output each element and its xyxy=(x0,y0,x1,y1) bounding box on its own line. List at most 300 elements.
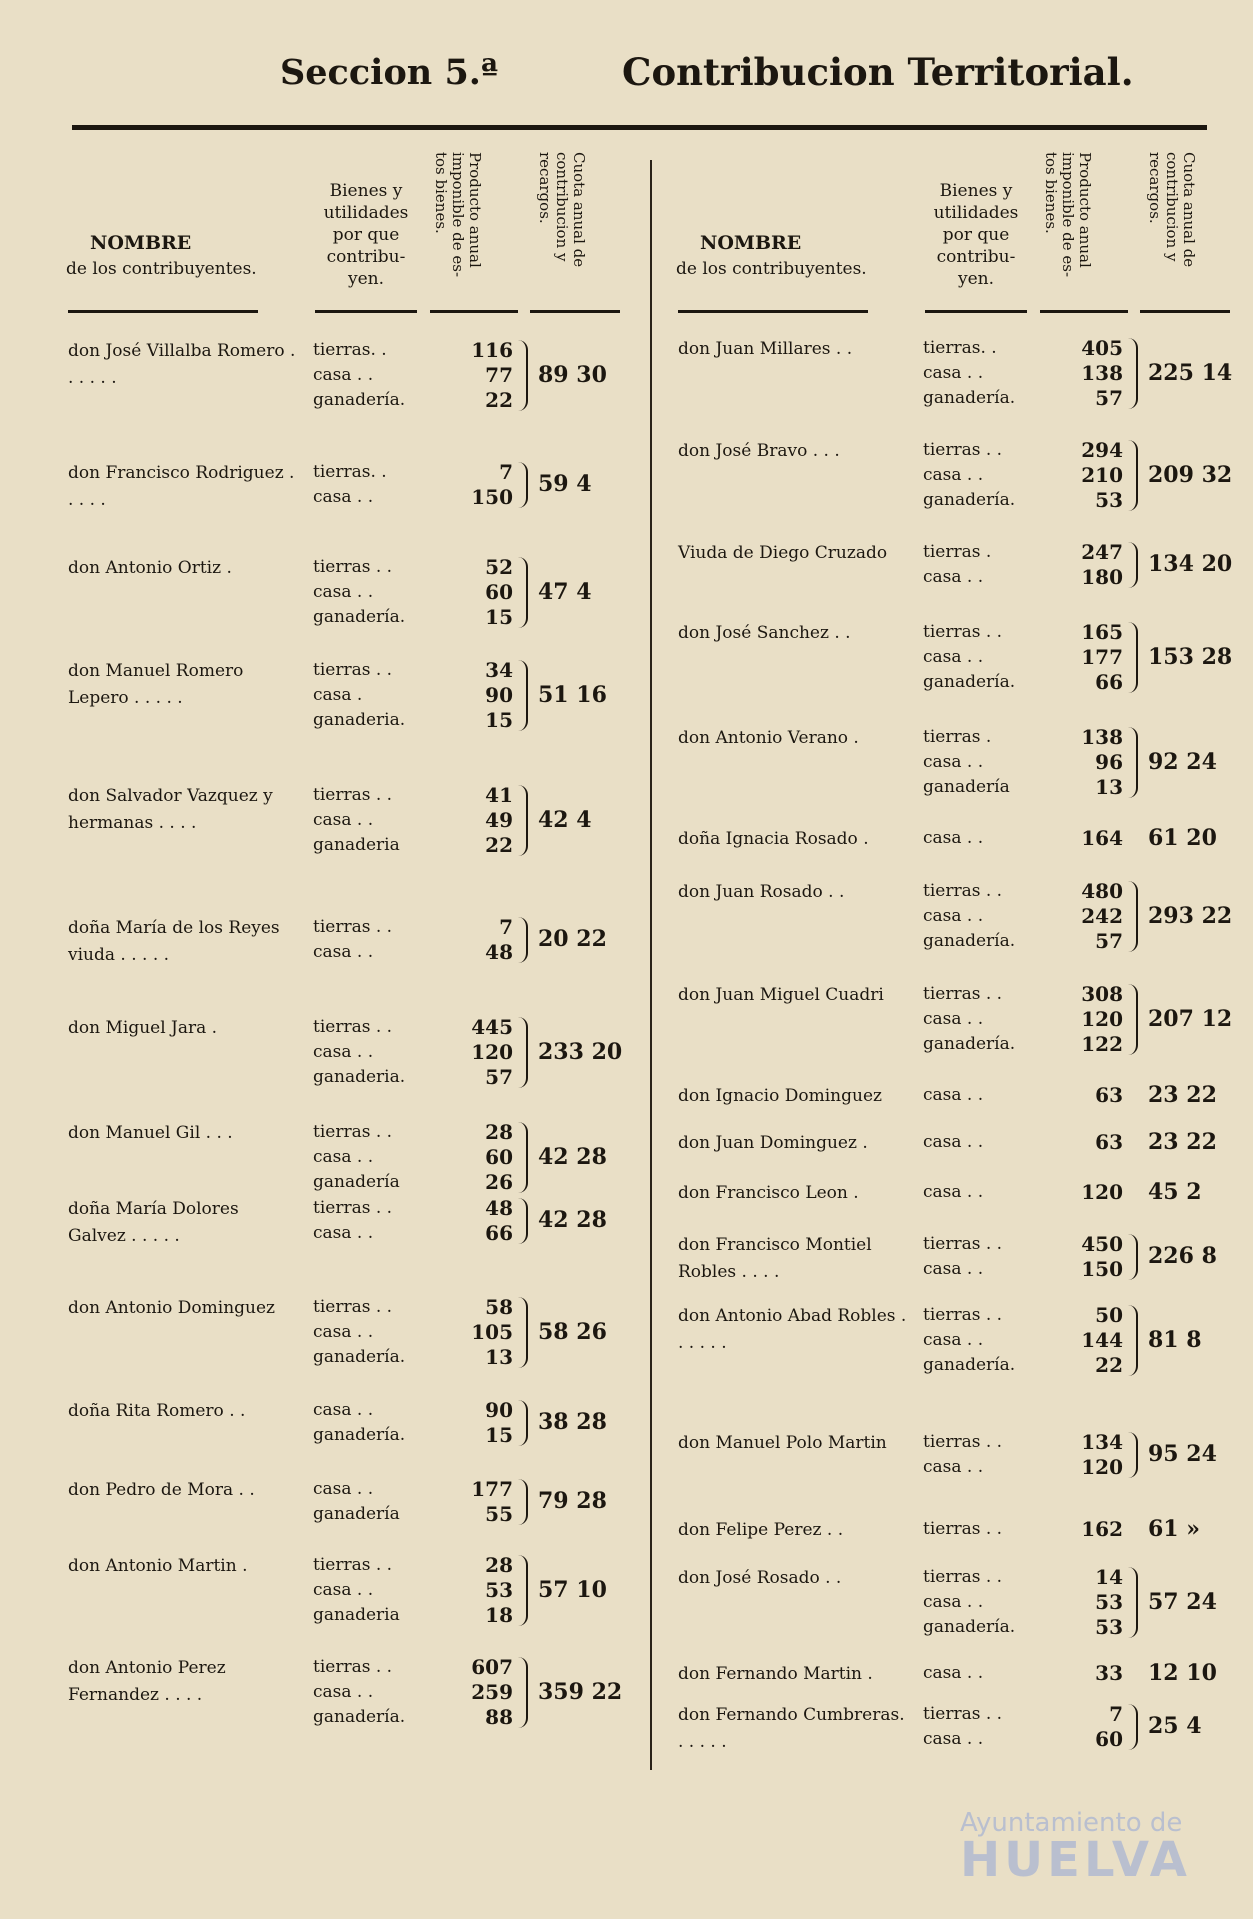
ledger-entry xyxy=(678,879,1238,964)
product-value: 28 xyxy=(485,1120,513,1144)
grouping-brace xyxy=(518,1479,528,1525)
product-value: 116 xyxy=(471,338,513,362)
property-types xyxy=(313,460,387,510)
grouping-brace xyxy=(1128,338,1138,409)
ledger-entry xyxy=(678,1430,1238,1490)
property-type: ganadería. xyxy=(313,1707,406,1727)
property-types xyxy=(923,879,1015,954)
product-value: 607 xyxy=(471,1655,513,1679)
header-nombre-sub: de los contribuyentes. xyxy=(676,259,867,279)
product-value: 48 xyxy=(485,1196,513,1220)
contributor-name: don Antonio Verano . xyxy=(678,728,859,748)
product-value: 7 xyxy=(1109,1702,1123,1726)
product-values xyxy=(423,1120,513,1195)
product-value: 177 xyxy=(471,1477,513,1501)
property-type: casa . . xyxy=(923,752,984,772)
annual-quota: 59 4 xyxy=(538,471,592,497)
contributor-name: don Juan Dominguez . xyxy=(678,1133,868,1153)
property-type: ganadería xyxy=(313,1172,400,1192)
annual-quota: 51 16 xyxy=(538,681,607,708)
product-value: 63 xyxy=(1095,1083,1123,1107)
property-type: casa . . xyxy=(923,1457,984,1477)
header-underline xyxy=(1140,310,1230,313)
product-value: 15 xyxy=(485,1423,513,1447)
header-cuota: Cuota anual de contribucion y recargos. xyxy=(536,152,588,268)
annual-quota: 92 24 xyxy=(1148,748,1217,775)
grouping-brace xyxy=(1128,881,1138,952)
grouping-brace xyxy=(518,917,528,963)
product-value: 105 xyxy=(471,1320,513,1344)
property-type: tierras . xyxy=(923,727,992,747)
contributor-name: don Fernando Martin . xyxy=(678,1664,873,1684)
contributor-name: don Francisco Leon . xyxy=(678,1183,859,1203)
property-types xyxy=(923,620,1015,695)
product-values xyxy=(1033,1303,1123,1378)
product-values xyxy=(1033,540,1123,590)
property-types xyxy=(923,1565,1015,1640)
property-types xyxy=(923,438,1015,513)
product-values xyxy=(423,460,513,510)
contributor-name: don Antonio Abad Robles . . . . . . xyxy=(678,1306,907,1353)
property-type: ganadería. xyxy=(313,390,406,410)
property-type: casa . . xyxy=(923,1085,984,1105)
product-values xyxy=(423,915,513,965)
product-value: 22 xyxy=(485,388,513,412)
grouping-brace xyxy=(1128,727,1138,798)
product-value: 57 xyxy=(1095,929,1123,953)
property-type: tierras . . xyxy=(313,1297,393,1317)
product-values xyxy=(423,1655,513,1730)
header-producto: Producto anual imponible de es- tos bienes. xyxy=(432,152,484,278)
product-value: 445 xyxy=(471,1015,513,1039)
grouping-brace xyxy=(1128,440,1138,511)
watermark-line1: Ayuntamiento de xyxy=(960,1808,1183,1838)
property-types xyxy=(923,982,1015,1057)
grouping-brace xyxy=(518,1297,528,1368)
product-value: 150 xyxy=(471,485,513,509)
product-values xyxy=(1033,1130,1123,1155)
product-values xyxy=(1033,1702,1123,1752)
property-type: tierras . . xyxy=(313,785,393,805)
ledger-entry xyxy=(68,1015,628,1100)
product-value: 177 xyxy=(1081,645,1123,669)
header-nombre-sub: de los contribuyentes. xyxy=(66,259,257,279)
product-value: 294 xyxy=(1081,438,1123,462)
property-type: casa . . xyxy=(923,363,984,383)
header-underline xyxy=(925,310,1027,313)
ledger-entry xyxy=(68,338,628,423)
product-value: 66 xyxy=(485,1221,513,1245)
product-value: 60 xyxy=(485,580,513,604)
header-underline xyxy=(1040,310,1128,313)
grouping-brace xyxy=(1128,1305,1138,1376)
property-type: ganadería. xyxy=(923,1355,1016,1375)
product-values xyxy=(423,1295,513,1370)
property-type: tierras. . xyxy=(923,338,997,358)
contributor-name: don Pedro de Mora . . xyxy=(68,1480,255,1500)
grouping-brace xyxy=(518,1657,528,1728)
product-value: 13 xyxy=(485,1345,513,1369)
property-type: casa . . xyxy=(313,810,374,830)
ledger-entry xyxy=(68,1196,628,1256)
property-type: tierras . . xyxy=(313,917,393,937)
contributor-name: doña Ignacia Rosado . xyxy=(678,829,869,849)
property-type: casa . . xyxy=(313,1682,374,1702)
grouping-brace xyxy=(1128,984,1138,1055)
annual-quota: 293 22 xyxy=(1148,902,1233,929)
ledger-entry xyxy=(68,460,628,520)
property-type: tierras . . xyxy=(923,1305,1003,1325)
contributor-name: don Francisco Montiel Robles . . . . xyxy=(678,1235,872,1282)
annual-quota: 23 22 xyxy=(1148,1128,1217,1155)
ledger-entry xyxy=(68,555,628,640)
property-type: tierras . . xyxy=(923,1234,1003,1254)
contributor-name: don Felipe Perez . . xyxy=(678,1520,844,1540)
ledger-entry xyxy=(678,1232,1238,1292)
property-type: tierras . . xyxy=(313,660,393,680)
property-type: casa . . xyxy=(313,1223,374,1243)
product-value: 52 xyxy=(485,555,513,579)
product-value: 53 xyxy=(1095,1590,1123,1614)
property-types xyxy=(923,1430,1002,1480)
contributor-name: don José Bravo . . . xyxy=(678,441,840,461)
grouping-brace xyxy=(518,1198,528,1244)
contributor-name: doña María Dolores Galvez . . . . . xyxy=(68,1199,239,1246)
product-value: 88 xyxy=(485,1705,513,1729)
product-value: 7 xyxy=(499,460,513,484)
product-value: 450 xyxy=(1081,1232,1123,1256)
annual-quota: 42 28 xyxy=(538,1207,607,1233)
property-type: tierras . . xyxy=(313,1198,393,1218)
property-type: casa . . xyxy=(923,1592,984,1612)
product-value: 14 xyxy=(1095,1565,1123,1589)
annual-quota: 153 28 xyxy=(1148,643,1233,670)
property-types xyxy=(313,1120,400,1195)
product-values xyxy=(1033,1083,1123,1108)
property-type: tierras . . xyxy=(923,1519,1003,1539)
property-type: ganadería. xyxy=(923,1617,1016,1637)
property-type: casa . . xyxy=(923,647,984,667)
property-type: tierras . . xyxy=(923,1704,1003,1724)
grouping-brace xyxy=(1128,1432,1138,1478)
property-type: casa . . xyxy=(923,1663,984,1683)
annual-quota: 23 22 xyxy=(1148,1081,1217,1108)
property-type: tierras . . xyxy=(923,622,1003,642)
property-types xyxy=(313,555,405,630)
product-value: 480 xyxy=(1081,879,1123,903)
product-value: 162 xyxy=(1081,1517,1123,1541)
header-bienes: Bienes y utilidades por que contribu- yen. xyxy=(323,181,409,289)
product-value: 41 xyxy=(485,783,513,807)
property-type: ganaderia. xyxy=(313,710,406,730)
product-value: 90 xyxy=(485,1398,513,1422)
property-type: casa . . xyxy=(313,1580,374,1600)
grouping-brace xyxy=(1128,1704,1138,1750)
product-value: 60 xyxy=(1095,1727,1123,1751)
property-type: casa . . xyxy=(313,487,374,507)
annual-quota: 225 14 xyxy=(1148,359,1233,386)
product-values xyxy=(423,1398,513,1448)
annual-quota: 38 28 xyxy=(538,1409,607,1435)
annual-quota: 20 22 xyxy=(538,926,607,952)
grouping-brace xyxy=(518,557,528,628)
annual-quota: 45 2 xyxy=(1148,1178,1202,1205)
product-value: 50 xyxy=(1095,1303,1123,1327)
product-value: 57 xyxy=(1095,386,1123,410)
product-values xyxy=(1033,879,1123,954)
property-type: ganadería. xyxy=(313,1425,406,1445)
product-value: 210 xyxy=(1081,463,1123,487)
property-type: casa . . xyxy=(923,567,984,587)
property-type: casa . . xyxy=(923,1330,984,1350)
product-value: 53 xyxy=(1095,488,1123,512)
annual-quota: 79 28 xyxy=(538,1488,607,1514)
product-values xyxy=(1033,438,1123,513)
property-type: ganadería. xyxy=(923,672,1016,692)
product-value: 77 xyxy=(485,363,513,387)
property-types xyxy=(313,1015,405,1090)
contributor-name: don Manuel Polo Martin xyxy=(678,1433,887,1453)
property-types xyxy=(923,725,1010,800)
product-value: 53 xyxy=(1095,1615,1123,1639)
property-type: tierras . . xyxy=(313,1122,393,1142)
property-types xyxy=(923,826,983,851)
product-values xyxy=(1033,1232,1123,1282)
property-types xyxy=(313,1196,392,1246)
annual-quota: 61 » xyxy=(1148,1515,1201,1542)
header-underline xyxy=(68,310,258,313)
property-type: tierras . . xyxy=(923,881,1003,901)
product-value: 49 xyxy=(485,808,513,832)
product-values xyxy=(1033,725,1123,800)
ledger-entry xyxy=(68,1477,628,1537)
product-value: 405 xyxy=(1081,336,1123,360)
property-type: casa . . xyxy=(923,906,984,926)
grouping-brace xyxy=(518,462,528,508)
product-value: 48 xyxy=(485,940,513,964)
page-title: Contribucion Territorial. xyxy=(622,50,1134,94)
grouping-brace xyxy=(518,1400,528,1446)
product-values xyxy=(1033,1517,1123,1542)
property-types xyxy=(923,1083,983,1108)
ledger-entry xyxy=(68,1295,628,1380)
property-type: tierras. . xyxy=(313,340,387,360)
header-underline xyxy=(678,310,868,313)
product-values xyxy=(423,338,513,413)
property-type: ganadería xyxy=(923,777,1010,797)
product-value: 120 xyxy=(1081,1007,1123,1031)
header-bienes: Bienes y utilidades por que contribu- yen. xyxy=(933,181,1019,289)
annual-quota: 57 24 xyxy=(1148,1588,1217,1615)
grouping-brace xyxy=(1128,1234,1138,1280)
product-value: 90 xyxy=(485,683,513,707)
contributor-name: Viuda de Diego Cruzado xyxy=(678,543,888,563)
property-type: casa . . xyxy=(313,1147,374,1167)
property-type: casa . . xyxy=(313,1400,374,1420)
contributor-name: don Juan Miguel Cuadri xyxy=(678,985,884,1005)
contributor-name: don Manuel Gil . . . xyxy=(68,1123,233,1143)
ledger-entry xyxy=(678,725,1238,810)
property-type: casa . . xyxy=(923,1132,984,1152)
product-values xyxy=(423,1553,513,1628)
annual-quota: 42 28 xyxy=(538,1143,607,1170)
property-types xyxy=(923,1702,1002,1752)
product-value: 33 xyxy=(1095,1661,1123,1685)
annual-quota: 61 20 xyxy=(1148,824,1217,851)
property-type: casa . . xyxy=(923,828,984,848)
property-type: casa . . xyxy=(313,365,374,385)
header-underline xyxy=(315,310,417,313)
annual-quota: 12 10 xyxy=(1148,1659,1217,1686)
property-type: casa . . xyxy=(923,1182,984,1202)
property-types xyxy=(313,658,405,733)
product-values xyxy=(1033,1430,1123,1480)
product-values xyxy=(1033,620,1123,695)
product-value: 18 xyxy=(485,1603,513,1627)
annual-quota: 207 12 xyxy=(1148,1005,1233,1032)
property-type: ganadería. xyxy=(923,931,1016,951)
product-values xyxy=(1033,826,1123,851)
property-types xyxy=(313,1655,405,1730)
property-type: tierras . . xyxy=(313,1017,393,1037)
header-cuota: Cuota anual de contribucion y recargos. xyxy=(1146,152,1198,268)
annual-quota: 95 24 xyxy=(1148,1441,1217,1467)
annual-quota: 81 8 xyxy=(1148,1326,1202,1353)
section-heading: Seccion 5.ª xyxy=(280,52,499,93)
contributor-name: don Fernando Cumbreras. . . . . . xyxy=(678,1705,905,1752)
product-value: 180 xyxy=(1081,565,1123,589)
property-types xyxy=(923,1303,1015,1378)
property-type: tierras . . xyxy=(313,1657,393,1677)
product-value: 63 xyxy=(1095,1130,1123,1154)
product-value: 122 xyxy=(1081,1032,1123,1056)
property-type: tierras . . xyxy=(313,557,393,577)
property-type: ganadería. xyxy=(313,607,406,627)
product-value: 7 xyxy=(499,915,513,939)
product-value: 120 xyxy=(1081,1455,1123,1479)
header-underline xyxy=(430,310,518,313)
product-value: 58 xyxy=(485,1295,513,1319)
product-value: 120 xyxy=(471,1040,513,1064)
property-types xyxy=(313,1398,405,1448)
contributor-name: doña María de los Reyes viuda . . . . . xyxy=(68,918,280,965)
contributor-name: don José Rosado . . xyxy=(678,1568,842,1588)
property-type: tierras . . xyxy=(923,1567,1003,1587)
ledger-entry xyxy=(678,826,1238,886)
property-type: casa . . xyxy=(923,465,984,485)
property-type: tierras . xyxy=(923,542,992,562)
product-values xyxy=(1033,336,1123,411)
grouping-brace xyxy=(518,1122,528,1193)
property-type: ganadería. xyxy=(923,1034,1016,1054)
ledger-entry xyxy=(68,1120,628,1205)
property-type: casa . . xyxy=(313,942,374,962)
product-value: 66 xyxy=(1095,670,1123,694)
product-value: 138 xyxy=(1081,361,1123,385)
product-values xyxy=(1033,1565,1123,1640)
header-nombre: NOMBRE xyxy=(90,232,192,254)
contributor-name: don Juan Rosado . . xyxy=(678,882,845,902)
property-type: tierras . . xyxy=(923,984,1003,1004)
property-types xyxy=(313,1553,400,1628)
product-value: 57 xyxy=(485,1065,513,1089)
product-value: 22 xyxy=(485,833,513,857)
product-value: 150 xyxy=(1081,1257,1123,1281)
product-values xyxy=(1033,1180,1123,1205)
product-value: 15 xyxy=(485,708,513,732)
property-type: ganadería. xyxy=(923,388,1016,408)
annual-quota: 89 30 xyxy=(538,361,607,388)
property-type: casa . . xyxy=(923,1009,984,1029)
product-values xyxy=(1033,982,1123,1057)
product-value: 26 xyxy=(485,1170,513,1194)
contributor-name: doña Rita Romero . . xyxy=(68,1401,246,1421)
property-type: tierras . . xyxy=(923,440,1003,460)
property-types xyxy=(923,1661,983,1686)
column-separator xyxy=(650,160,652,1770)
product-values xyxy=(423,1477,513,1527)
property-type: ganaderia xyxy=(313,835,400,855)
ledger-entry xyxy=(678,1303,1238,1388)
property-type: casa . . xyxy=(923,1729,984,1749)
ledger-entry xyxy=(678,438,1238,523)
property-type: ganadería. xyxy=(313,1347,406,1367)
annual-quota: 226 8 xyxy=(1148,1243,1217,1269)
title-rule xyxy=(72,125,1207,130)
product-value: 28 xyxy=(485,1553,513,1577)
product-value: 96 xyxy=(1095,750,1123,774)
property-type: tierras . . xyxy=(313,1555,393,1575)
product-values xyxy=(1033,1661,1123,1686)
property-type: casa . . xyxy=(923,1259,984,1279)
property-types xyxy=(313,1477,400,1527)
product-value: 308 xyxy=(1081,982,1123,1006)
product-value: 53 xyxy=(485,1578,513,1602)
product-value: 13 xyxy=(1095,775,1123,799)
property-types xyxy=(923,1180,983,1205)
product-value: 247 xyxy=(1081,540,1123,564)
contributor-name: don Antonio Dominguez xyxy=(68,1298,276,1318)
header-producto: Producto anual imponible de es- tos bienes. xyxy=(1042,152,1094,278)
product-value: 60 xyxy=(485,1145,513,1169)
ledger-entry xyxy=(68,658,628,743)
ledger-entry xyxy=(68,783,628,868)
contributor-name: don Antonio Ortiz . xyxy=(68,558,232,578)
property-types xyxy=(313,915,392,965)
product-value: 22 xyxy=(1095,1353,1123,1377)
property-type: ganaderia. xyxy=(313,1067,406,1087)
product-value: 15 xyxy=(485,605,513,629)
ledger-entry xyxy=(678,540,1238,600)
ledger-entry xyxy=(68,1655,628,1740)
product-value: 144 xyxy=(1081,1328,1123,1352)
ledger-entry xyxy=(678,1702,1238,1762)
annual-quota: 58 26 xyxy=(538,1318,607,1345)
annual-quota: 359 22 xyxy=(538,1678,623,1705)
header-nombre: NOMBRE xyxy=(700,232,802,254)
contributor-name: don Francisco Rodriguez . . . . . xyxy=(68,463,295,510)
grouping-brace xyxy=(518,1555,528,1626)
property-types xyxy=(313,783,400,858)
product-values xyxy=(423,1015,513,1090)
property-type: tierras . . xyxy=(923,1432,1003,1452)
property-types xyxy=(313,1295,405,1370)
property-type: casa . . xyxy=(313,1322,374,1342)
property-type: ganaderia xyxy=(313,1605,400,1625)
annual-quota: 57 10 xyxy=(538,1576,607,1603)
contributor-name: don Antonio Martin . xyxy=(68,1556,248,1576)
ledger-entry xyxy=(68,915,628,975)
